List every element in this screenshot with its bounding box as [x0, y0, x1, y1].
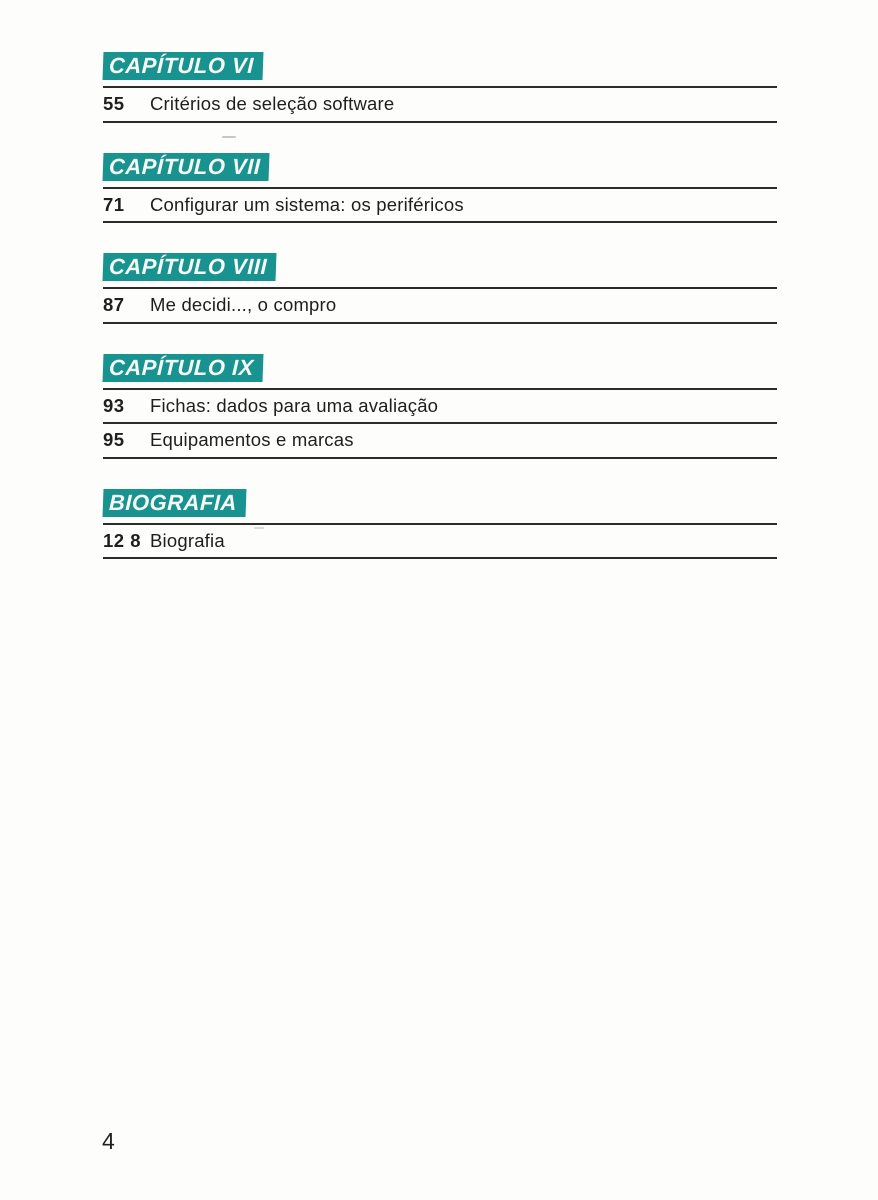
entry-page-number: 87	[103, 294, 125, 316]
chapter-heading-badge: CAPÍTULO IX	[103, 354, 264, 382]
chapter-heading-badge: CAPÍTULO VII	[103, 153, 270, 181]
section-entries	[103, 287, 777, 324]
chapter-heading-badge: BIOGRAFIA	[103, 489, 247, 517]
entry-title: Critérios de seleção software	[150, 93, 395, 115]
entry-page-number: 71	[103, 193, 125, 215]
toc-entry	[103, 525, 777, 560]
section-entries	[103, 86, 777, 123]
toc-entry	[103, 88, 777, 123]
toc-section-capitulo-ix	[103, 354, 777, 459]
toc-entry	[103, 189, 777, 224]
toc-section-biografia	[103, 489, 777, 560]
entry-title: Me decidi..., o compro	[150, 294, 337, 316]
chapter-heading-badge: CAPÍTULO VI	[103, 52, 264, 80]
toc-section-capitulo-vii	[103, 153, 777, 224]
entry-page-number: 95	[103, 429, 125, 451]
chapter-heading-badge: CAPÍTULO VIII	[103, 253, 277, 281]
section-entries	[103, 523, 777, 560]
section-entries	[103, 388, 777, 459]
toc-entry	[103, 289, 777, 324]
entry-page-number: 93	[103, 394, 125, 416]
table-of-contents	[103, 52, 777, 589]
page-number: 4	[102, 1128, 115, 1154]
entry-title: Fichas: dados para uma avaliação	[150, 394, 439, 416]
scan-artifact	[222, 136, 236, 138]
toc-section-capitulo-viii	[103, 253, 777, 324]
entry-page-number: 55	[103, 93, 125, 115]
scan-artifact	[254, 527, 264, 529]
section-entries	[103, 187, 777, 224]
entry-title: Equipamentos e marcas	[150, 429, 354, 451]
entry-title: Configurar um sistema: os periféricos	[150, 193, 464, 215]
toc-section-capitulo-vi	[103, 52, 777, 123]
toc-entry	[103, 424, 777, 459]
toc-entry	[103, 390, 777, 425]
entry-title: Biografia	[150, 529, 225, 551]
entry-page-number: 12 8	[103, 529, 142, 551]
